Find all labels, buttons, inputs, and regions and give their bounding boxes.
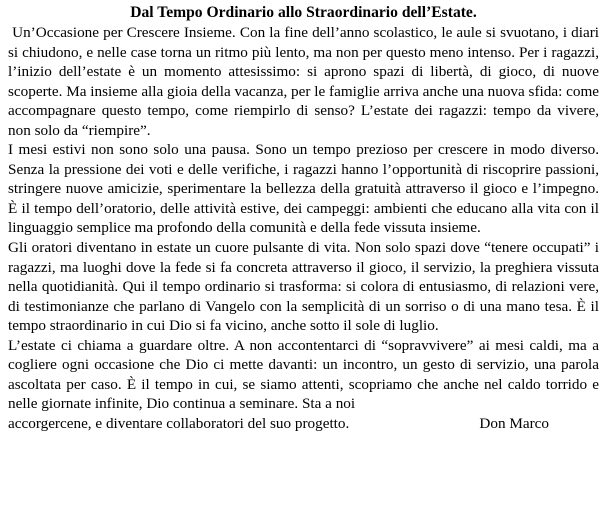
paragraph-oratories: Gli oratori diventano in estate un cuore pulsante di vita. Non solo spazi dove “tenere occupati” i ragazzi, ma luoghi dove la fede si fa concreta attraverso il gioco, il servizio, la preghiera vissuta nella quotidianità. Qui il tempo ordinario si trasforma: si colora di entusiasmo, di relazioni vere, di testimonianze che parlano di Vangelo con la semplicità di un sorriso o di una mano tesa. È il tempo straordinario in cui Dio si fa vicino, anche sotto il sole di luglio. [8, 239, 599, 335]
paragraph-summer-months: I mesi estivi non sono solo una pausa. Sono un tempo prezioso per crescere in modo diverso. Senza la pressione dei voti e delle verifiche, i ragazzi hanno l’opportunità di riscoprire passioni, stringere nuove amicizie, sperimentare la bellezza della gratuità attraverso il gioco e l’impegno. È il tempo dell’oratorio, delle attività estive, dei campeggi: ambienti che educano alla vita con il linguaggio semplice ma profondo della comunità e della fede vissuta insieme. [8, 141, 599, 237]
author-signature: Don Marco [479, 414, 549, 432]
document-title: Dal Tempo Ordinario allo Straordinario dell’Estate. [130, 4, 477, 21]
closing-line [8, 414, 599, 434]
paragraph-intro: Un’Occasione per Crescere Insieme. Con la fine dell’anno scolastico, le aule si svuotano, i diari si chiudono, e nelle case torna un ritmo più lento, ma non per questo meno intenso. Per i ragazzi, l’inizio dell’estate è un momento attesissimo: si aprono spazi di libertà, di gioco, di nuove scoperte. Ma insieme alla gioia della vacanza, per le famiglie arriva anche una nuova sfida: come accompagnare questo tempo, come riempirlo di senso? L’estate dei ragazzi: tempo da vivere, non solo da “riempire”. [8, 24, 599, 139]
paragraph-look-beyond: L’estate ci chiama a guardare oltre. A non accontentarci di “sopravvivere” ai mesi caldi, ma a cogliere ogni occasione che Dio ci mette davanti: un incontro, un gesto di servizio, una parola ascoltata per caso. È il tempo in cui, se siamo attenti, scopriamo che anche nel caldo torrido e nelle giornate infinite, Dio continua a seminare. Sta a noi [8, 336, 599, 413]
closing-text: accorgercene, e diventare collaboratori del suo progetto. [8, 414, 350, 432]
